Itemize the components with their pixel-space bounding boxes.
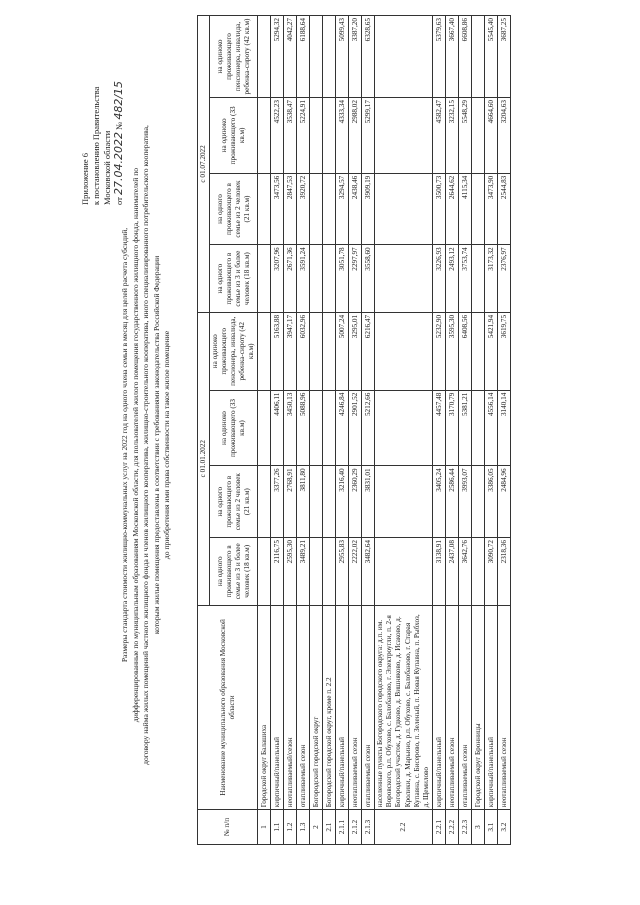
row-value: 3831,01 [362,466,375,538]
row-value: 6408,56 [459,312,472,390]
row-number: 2.2 [375,810,433,845]
table-row [271,16,284,845]
row-value: 3667,40 [446,16,459,98]
row-value: 3473,56 [271,173,284,245]
table-row [485,16,498,845]
row-value: 2847,53 [284,173,297,245]
title-line: до приобретения ими права собственности на такое жилое помещение [162,330,171,560]
row-value [472,16,485,98]
row-value: 3450,13 [284,390,297,466]
row-value: 5212,66 [362,390,375,466]
row-value: 3500,73 [433,173,446,245]
table-row [433,16,446,845]
row-value: 6032,96 [297,312,310,390]
row-value: 3482,64 [362,538,375,606]
row-value: 5224,91 [297,98,310,174]
row-value: 2988,02 [349,98,362,174]
table-body [258,16,511,845]
title-line: договору найма жилых помещений частного жилищного фонда и членов жилищного кооператива, жилищно-строительного кооператива, иного специализированного потребительского кооператива, [141,125,150,765]
row-value: 3090,72 [485,538,498,606]
row-value: 2595,30 [284,538,297,606]
row-value [258,16,271,98]
row-municipality: кирпичный/панельный [336,605,349,810]
row-value: 4457,48 [433,390,446,466]
row-value [310,466,323,538]
row-value: 3687,25 [498,16,511,98]
row-value: 3207,96 [271,245,284,313]
row-value: 3489,21 [297,538,310,606]
row-value: 3619,75 [498,312,511,390]
row-value: 3993,07 [459,466,472,538]
row-value [375,16,433,98]
handwritten-date: 27.04.2022 [112,132,125,196]
row-value [310,16,323,98]
row-value: 3226,93 [433,245,446,313]
row-value: 3947,17 [284,312,297,390]
row-value [310,245,323,313]
row-number: 2 [310,810,323,845]
row-municipality: неотапливаемый сезон [349,605,362,810]
document-title [120,45,173,845]
row-value: 2438,46 [349,173,362,245]
appendix-line: Московской области [102,130,112,205]
row-number: 2.2.3 [459,810,472,845]
row-value: 4582,47 [433,98,446,174]
row-value: 3386,05 [485,466,498,538]
row-number: 3.2 [498,810,511,845]
row-municipality: отапливаемый сезон [297,605,310,810]
row-value: 3204,63 [498,98,511,174]
row-value: 3232,15 [446,98,459,174]
row-number: 2.2.1 [433,810,446,845]
row-value: 3294,57 [336,173,349,245]
row-value [323,466,336,538]
row-number: 1.3 [297,810,310,845]
row-value: 3295,01 [349,312,362,390]
row-value: 2116,75 [271,538,284,606]
row-value: 5379,63 [433,16,446,98]
row-value: 5232,90 [433,312,446,390]
row-number: 2.1.1 [336,810,349,845]
row-municipality: Богородский городской округ [310,605,323,810]
row-value: 4556,14 [485,390,498,466]
row-value [323,538,336,606]
row-value [310,538,323,606]
table-row [258,16,271,845]
row-value: 5007,24 [336,312,349,390]
table-row [375,16,433,845]
row-municipality: кирпичный/панельный [485,605,498,810]
header-col: на одиноко проживающего (33 кв.м) [210,98,258,174]
row-value: 2493,12 [446,245,459,313]
row-number: 2.1 [323,810,336,845]
row-value: 3216,40 [336,466,349,538]
row-value: 3591,24 [297,245,310,313]
row-value [310,312,323,390]
row-municipality: населенные пункты Богородского городского округа: д.п. им. Воровского, р.п. Обухово, с. Балобаново, г. Электроугли, п. 2-я Богородский участок, д. Гудково, д. Вишняково, д. Исаково, д. Кролики, д. Марьино, р.п. Обухово, с. Балобаново, г. Старая Купавна, с. Бисерово, п. Зеленый, п. Новая Купавна, п. Рыбхоз, д. Щемилово [375,605,433,810]
row-municipality: кирпичный/панельный [433,605,446,810]
row-value: 6188,64 [297,16,310,98]
row-value [472,173,485,245]
row-value: 3138,91 [433,538,446,606]
row-value [323,173,336,245]
row-value: 3753,74 [459,245,472,313]
header-col: на одного проживающего в семье из 3 и более человек (18 кв.м) [210,245,258,313]
table-row [310,16,323,845]
row-value: 3642,76 [459,538,472,606]
row-value [375,538,433,606]
row-value: 3405,24 [433,466,446,538]
row-value: 4333,34 [336,98,349,174]
appendix-line: к постановлению Правительства [91,86,101,205]
row-value [323,312,336,390]
row-municipality: неотапливаемый сезон [498,605,511,810]
table-row [498,16,511,845]
row-value: 3377,26 [271,466,284,538]
row-value [375,98,433,174]
row-value: 2318,36 [498,538,511,606]
row-value: 3811,80 [297,466,310,538]
row-value [323,98,336,174]
row-value: 2644,62 [446,173,459,245]
row-value [472,538,485,606]
row-value: 2297,97 [349,245,362,313]
row-value: 5421,94 [485,312,498,390]
row-value: 6328,65 [362,16,375,98]
row-value [258,538,271,606]
row-value: 5163,88 [271,312,284,390]
row-value: 5548,29 [459,98,472,174]
row-number: 2.2.2 [446,810,459,845]
row-number: 1.2 [284,810,297,845]
standards-table [197,15,511,845]
table-row [459,16,472,845]
title-line: дифференцированные по муниципальным образованиям Московской области, для пользователей жилого помещения государственного жилищного фонда, нанимателей по [130,167,140,723]
row-number: 2.1.3 [362,810,375,845]
row-value: 2437,08 [446,538,459,606]
row-value: 2484,96 [498,466,511,538]
table-row [362,16,375,845]
row-value: 2360,29 [349,466,362,538]
row-value [375,245,433,313]
row-municipality: Богородский городской округ, кроме п. 2.2 [323,605,336,810]
row-value [375,390,433,466]
row-municipality: отапливаемый сезон [362,605,375,810]
header-col: на одного проживающего в семье из 2 человек (21 кв.м) [210,466,258,538]
row-value: 5545,40 [485,16,498,98]
number-prefix: № [114,121,124,130]
row-number: 1 [258,810,271,845]
table-row [323,16,336,845]
row-value [323,245,336,313]
row-value: 5294,32 [271,16,284,98]
header-col: на одного проживающего в семье из 3 и более человек (18 кв.м) [210,538,258,606]
row-value: 2376,97 [498,245,511,313]
row-value [375,173,433,245]
row-value: 4664,60 [485,98,498,174]
header-period-1: с 01.01.2022 [198,312,210,605]
row-value: 3387,20 [349,16,362,98]
row-value: 3538,47 [284,98,297,174]
row-value [375,312,433,390]
row-value [310,173,323,245]
row-value: 5381,21 [459,390,472,466]
row-value: 3140,14 [498,390,511,466]
title-line: которым жилые помещения предоставлены в соответствии с требованиями законодательства Российской Федерации [151,255,161,635]
row-value: 3173,32 [485,245,498,313]
row-number: 2.1.2 [349,810,362,845]
appendix-block [80,5,125,205]
row-value [472,98,485,174]
header-col: на одиноко проживающего пенсионера, инвалида, ребенка-сироту (42 кв.м) [210,16,258,98]
table-row [336,16,349,845]
row-value: 3909,19 [362,173,375,245]
row-value: 5088,96 [297,390,310,466]
header-col: на одиноко проживающего пенсионера, инвалида, ребенка-сироту (42 кв.м) [210,312,258,390]
row-value [258,390,271,466]
row-value [258,245,271,313]
row-value: 3558,60 [362,245,375,313]
appendix-line: Приложение 6 [80,153,90,205]
row-value [375,466,433,538]
row-value: 4406,11 [271,390,284,466]
table-row [446,16,459,845]
row-municipality: кирпичный/панельный [271,605,284,810]
row-value: 2586,44 [446,466,459,538]
row-value: 6608,86 [459,16,472,98]
header-col: на одного проживающего в семье из 2 человек (21 кв.м) [210,173,258,245]
row-value [258,312,271,390]
row-value [258,98,271,174]
row-value: 6216,47 [362,312,375,390]
row-value [310,390,323,466]
row-number: 1.1 [271,810,284,845]
header-municipality: Наименование муниципального образования Московской области [198,605,258,810]
row-value [258,173,271,245]
row-municipality: отапливаемый сезон [459,605,472,810]
row-municipality: неотапливаемый/сезон [284,605,297,810]
row-value: 2901,52 [349,390,362,466]
row-value: 3920,72 [297,173,310,245]
row-value: 3473,90 [485,173,498,245]
row-value: 4115,34 [459,173,472,245]
row-number: 3 [472,810,485,845]
row-number: 3.1 [485,810,498,845]
row-municipality: неотапливаемый сезон [446,605,459,810]
table-row [349,16,362,845]
table-row [297,16,310,845]
row-value: 3051,78 [336,245,349,313]
table-row [284,16,297,845]
row-municipality: Городской округ Балашиха [258,605,271,810]
row-value [310,98,323,174]
table-container [197,15,637,845]
handwritten-number: 482/15 [112,80,125,120]
row-municipality: Городской округ Бронницы [472,605,485,810]
date-prefix: от [114,197,124,205]
row-value: 4522,23 [271,98,284,174]
row-value [472,312,485,390]
row-value: 2544,83 [498,173,511,245]
row-value: 2671,36 [284,245,297,313]
row-value: 5299,17 [362,98,375,174]
header-period-2: с 01.07.2022 [198,16,210,313]
row-value: 2768,91 [284,466,297,538]
row-value [258,466,271,538]
row-value [472,245,485,313]
row-value: 3595,30 [446,312,459,390]
row-value: 3170,79 [446,390,459,466]
row-value: 2955,83 [336,538,349,606]
row-value: 4042,27 [284,16,297,98]
row-value: 4246,84 [336,390,349,466]
row-value [472,390,485,466]
table-row [472,16,485,845]
header-col: на одиноко проживающего (33 кв.м) [210,390,258,466]
header-number: № п/п [198,810,258,845]
row-value: 2222,02 [349,538,362,606]
row-value: 5099,43 [336,16,349,98]
title-line: Размеры стандарта стоимости жилищно-коммунальных услуг на 2022 год на одного члена семьи в месяц для целей расчета субсидий, [120,227,129,663]
row-value [323,16,336,98]
row-value [472,466,485,538]
row-value [323,390,336,466]
